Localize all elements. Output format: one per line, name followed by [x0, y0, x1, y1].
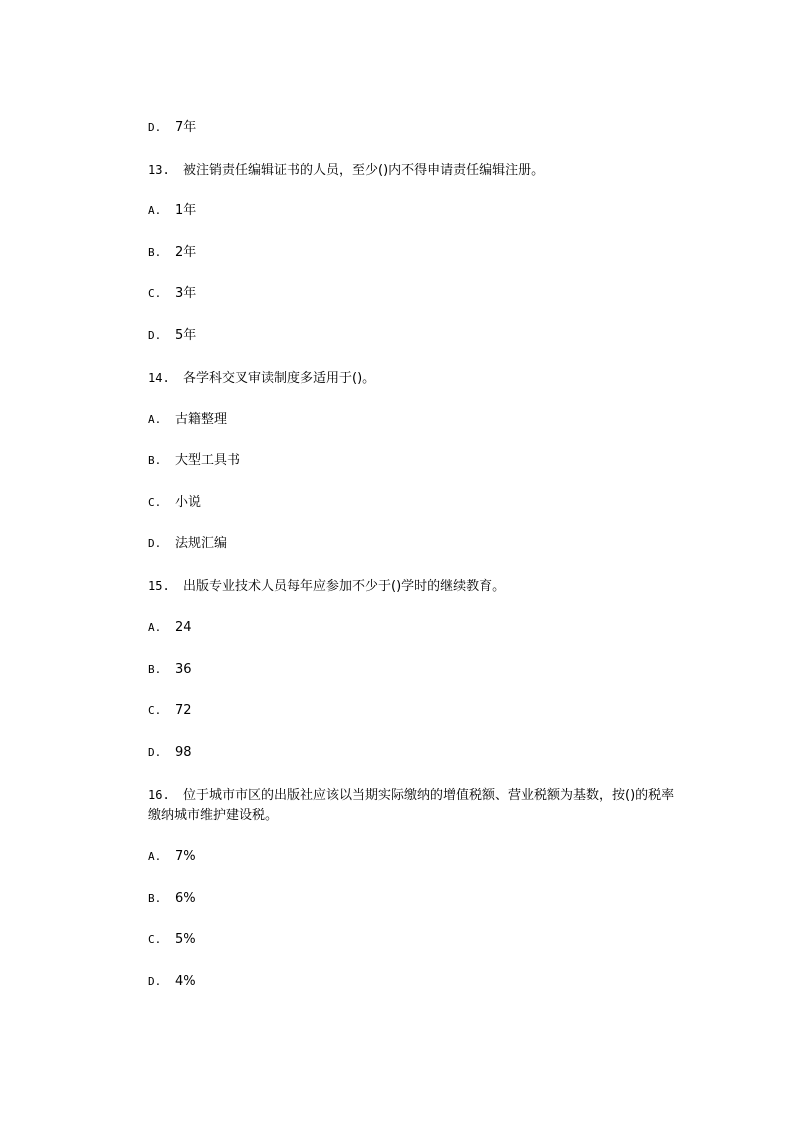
option-14-a: A. 古籍整理	[148, 412, 228, 427]
option-14-d: D. 法规汇编	[148, 536, 228, 551]
question-14: 14. 各学科交叉审读制度多适用于()。	[148, 371, 376, 386]
option-16-c: C. 5%	[148, 932, 196, 947]
question-13: 13. 被注销责任编辑证书的人员，至少()内不得申请责任编辑注册。	[148, 163, 545, 178]
option-13-c: C. 3年	[148, 286, 197, 301]
option-13-b: B. 2年	[148, 245, 197, 260]
option-16-b: B. 6%	[148, 891, 196, 906]
option-14-c: C. 小说	[148, 495, 202, 510]
option-16-d: D. 4%	[148, 974, 196, 989]
option-15-b: B. 36	[148, 662, 192, 677]
question-16: 16. 位于城市市区的出版社应该以当期实际缴纳的增值税额、营业税额为基数，按()的税率缴纳城市维护建设税。	[148, 788, 675, 823]
option-15-a: A. 24	[148, 620, 192, 635]
option-16-a: A. 7%	[148, 849, 196, 864]
option-13-d: D. 5年	[148, 328, 197, 343]
option-14-b: B. 大型工具书	[148, 453, 241, 468]
option-15-d: D. 98	[148, 745, 192, 760]
option-13-a: A. 1年	[148, 203, 197, 218]
question-15: 15. 出版专业技术人员每年应参加不少于()学时的继续教育。	[148, 579, 506, 594]
option-15-c: C. 72	[148, 703, 192, 718]
option-12-d: D. 7年	[148, 120, 197, 135]
